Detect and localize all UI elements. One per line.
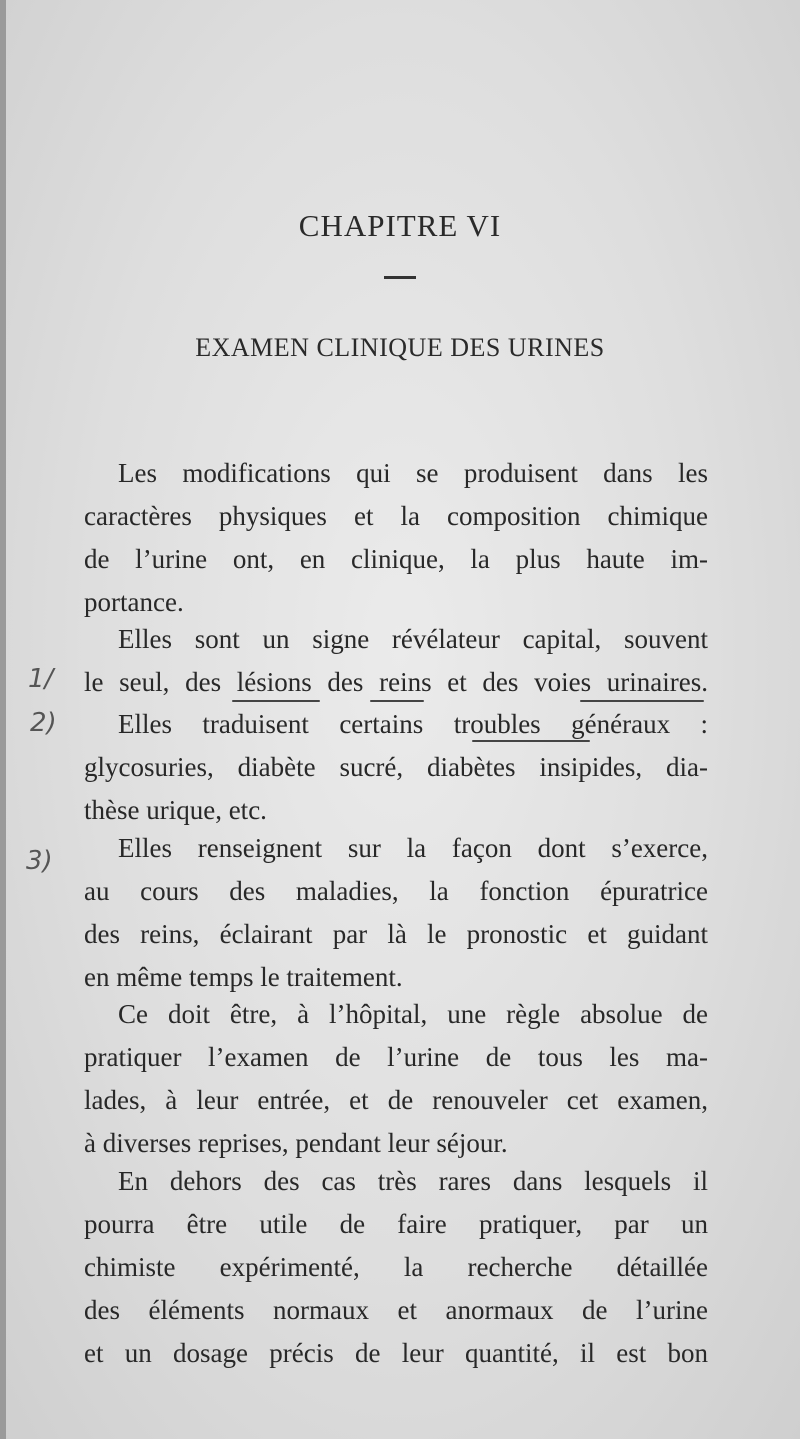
text-line: Ce doit être, à l’hôpital, une règle absolue de: [118, 999, 708, 1029]
title-separator: [384, 276, 416, 279]
chapter-title: CHAPITRE VI: [298, 208, 502, 243]
text-line: des reins, éclairant par là le pronostic et guidant: [84, 919, 708, 949]
text-line: le seul, des lésions des reins et des voies urinaires.: [84, 667, 708, 697]
text-line: à diverses reprises, pendant leur séjour.: [84, 1128, 508, 1158]
text-line: pourra être utile de faire pratiquer, par un: [84, 1209, 708, 1239]
margin-note: 1/: [28, 664, 54, 694]
text-line: Elles renseignent sur la façon dont s’exerce,: [118, 833, 708, 863]
text-line: et un dosage précis de leur quantité, il est bon: [84, 1338, 708, 1368]
text-line: en même temps le traitement.: [84, 962, 403, 992]
text-line: En dehors des cas très rares dans lesquels il: [118, 1166, 708, 1196]
text-line: caractères physiques et la composition chimique: [84, 501, 708, 531]
pencil-underline: [370, 700, 424, 702]
text-line: des éléments normaux et anormaux de l’urine: [84, 1295, 708, 1325]
text-line: Les modifications qui se produisent dans les: [118, 458, 708, 488]
text-line: Elles traduisent certains troubles généraux :: [118, 709, 708, 739]
section-title: EXAMEN CLINIQUE DES URINES: [195, 333, 605, 362]
pencil-underline: [580, 700, 704, 702]
text-line: thèse urique, etc.: [84, 795, 267, 825]
text-line: chimiste expérimenté, la recherche détaillée: [84, 1252, 708, 1282]
text-line: au cours des maladies, la fonction épuratrice: [84, 876, 708, 906]
text-line: pratiquer l’examen de l’urine de tous les ma-: [84, 1042, 708, 1072]
text-line: Elles sont un signe révélateur capital, souvent: [118, 624, 708, 654]
text-line: lades, à leur entrée, et de renouveler cet examen,: [84, 1085, 708, 1115]
text-line: portance.: [84, 587, 184, 617]
margin-note: 3): [26, 846, 53, 876]
text-line: de l’urine ont, en clinique, la plus haute im-: [84, 544, 708, 574]
margin-note: 2): [30, 708, 57, 738]
pencil-underline: [232, 700, 320, 702]
pencil-underline: [472, 740, 590, 742]
text-line: glycosuries, diabète sucré, diabètes insipides, dia-: [84, 752, 708, 782]
